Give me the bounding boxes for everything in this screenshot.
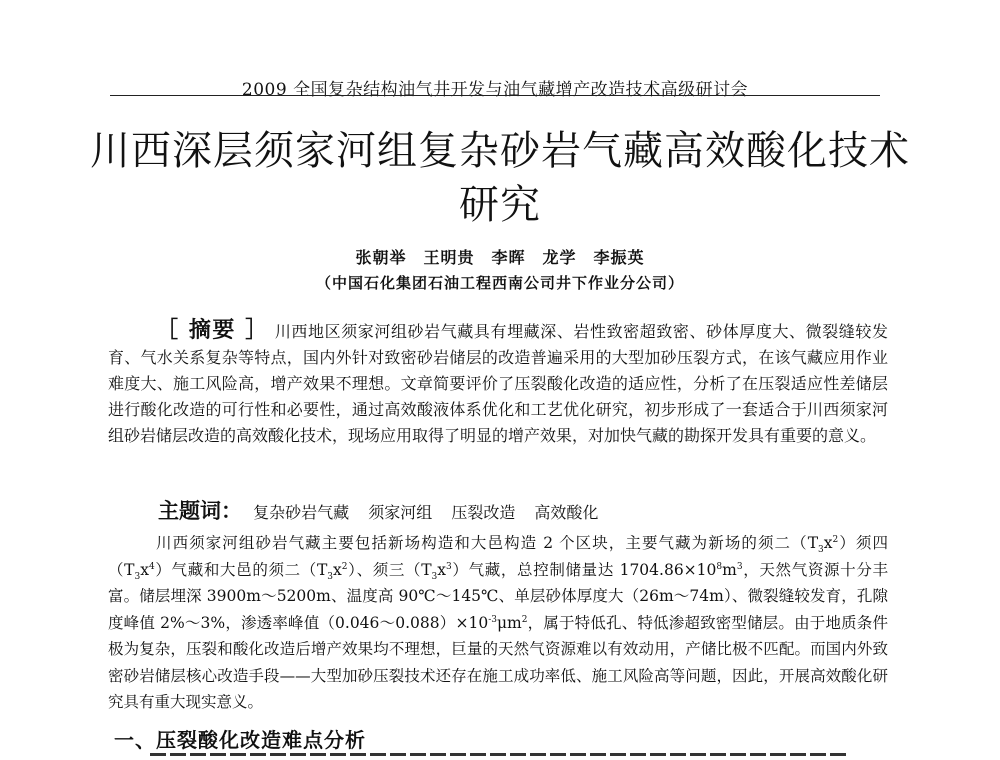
- body-text: x: [140, 560, 149, 579]
- authors: 张朝举 王明贵 李晖 龙学 李振英: [355, 248, 645, 267]
- abstract: [108, 318, 888, 449]
- body-text: x: [333, 560, 342, 579]
- superscript: 3: [446, 561, 452, 572]
- body-text: x: [823, 534, 833, 552]
- body-text: ）、须三（T: [347, 560, 432, 579]
- superscript: -3: [488, 614, 497, 625]
- body-text: 川西须家河组砂岩气藏主要包括新场构造和大邑构造 2 个区块，主要气藏为新场的须二（T: [156, 534, 819, 552]
- body-text: ）须四（T: [108, 534, 888, 579]
- subscript: 3: [134, 571, 141, 582]
- subscript: 3: [327, 571, 334, 582]
- body-text: μm: [496, 613, 522, 632]
- superscript: 2: [521, 614, 528, 625]
- subscript: 3: [431, 571, 438, 582]
- conference-header: 2009 全国复杂结构油气井开发与油气藏增产改造技术高级研讨会: [241, 80, 749, 100]
- keywords: [158, 498, 888, 526]
- body-text: m: [722, 560, 737, 579]
- paper-title: [90, 124, 910, 232]
- title-line-2: 研究: [459, 182, 541, 228]
- abstract-text: 川西地区须家河组砂岩气藏具有埋藏深、岩性致密超致密、砂体厚度大、微裂缝较发育、气水关系复杂等特点，国内外针对致密砂岩储层的改造普遍采用的大型加砂压裂方式，在该气藏应用作业难度大、施工风险高，增产效果不理想。文章简要评价了压裂酸化改造的适应性，分析了在压裂适应性差储层进行酸化改造的可行性和必要性，通过高效酸液体系优化和工艺优化研究，初步形成了一套适合于川西须家河组砂岩储层改造的高效酸化技术，现场应用取得了明显的增产效果，对加快气藏的勘探开发具有重要的意义。: [108, 322, 888, 445]
- subscript: 3: [818, 545, 824, 556]
- abstract-label: ［ 摘要 ］: [156, 318, 269, 343]
- keyword: 高效酸化: [534, 503, 599, 522]
- superscript: 4: [148, 561, 155, 572]
- body-text: ，属于特低孔、特低渗超致密型储层。由于地质条件极为复杂，压裂和酸化改造后增产效果均不理想，巨量的天然气资源难以有效动用，产储比极不匹配。而国内外致密砂岩储层核心改造手段——大型加砂压裂技术还存在施工成功率低、施工风险高等问题，因此，开展高效酸化研究具有重大现实意义。: [108, 613, 888, 711]
- superscript: 2: [341, 561, 348, 572]
- keywords-label: 主题词：: [158, 499, 242, 523]
- body-text: ）气藏，总控制储量达 1704.86×10: [451, 560, 717, 579]
- superscript: 8: [716, 561, 723, 572]
- body-text: ，天然气资源十分丰富。储层埋深 3900m～5200m、温度高 90℃～145℃、单层砂体厚度大（26m～74m）、微裂缝较发育，孔隙度峰值 2%～3%，渗透率峰值（0.046～0.088）×10: [108, 560, 888, 632]
- body-text: x: [437, 560, 447, 579]
- cut-off-text-line: [150, 753, 870, 760]
- body-paragraph: [108, 530, 888, 716]
- keyword: 复杂砂岩气藏: [253, 503, 350, 522]
- superscript: 3: [736, 561, 743, 572]
- body-text: ）气藏和大邑的须二（T: [154, 560, 328, 579]
- keyword: 压裂改造: [451, 503, 516, 522]
- affiliation: （中国石化集团石油工程西南公司井下作业分公司）: [315, 274, 684, 292]
- superscript: 2: [832, 534, 839, 545]
- section-heading: 一、压裂酸化改造难点分析: [114, 728, 366, 752]
- keyword: 须家河组: [368, 503, 433, 522]
- title-line-1: 川西深层须家河组复杂砂岩气藏高效酸化技术: [90, 128, 910, 174]
- header-rule: [110, 95, 880, 96]
